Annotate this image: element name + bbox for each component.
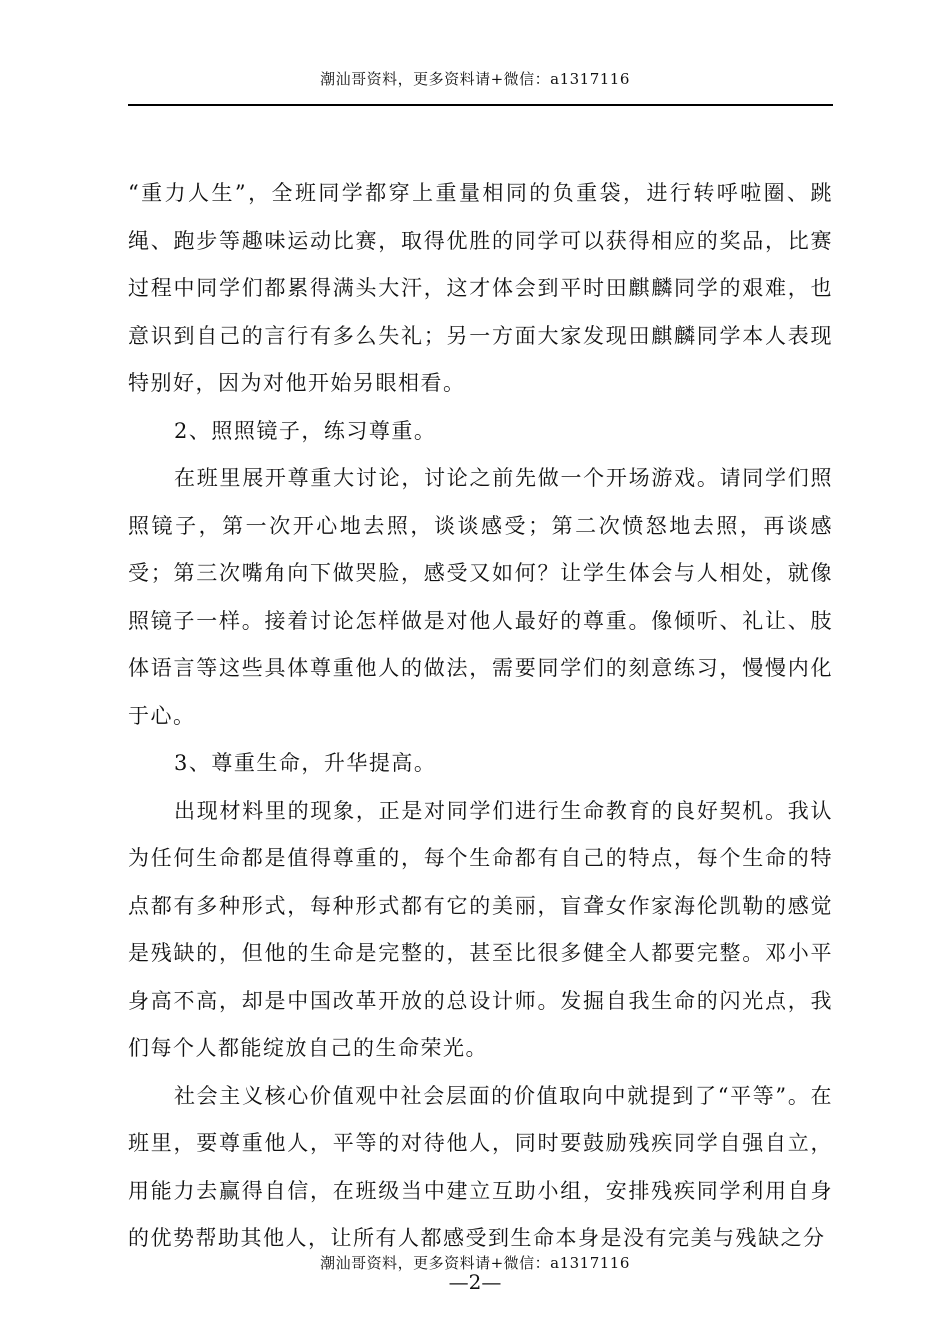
section-heading-3: 3、尊重生命，升华提高。 [174, 751, 437, 775]
section-heading-2: 2、照照镜子，练习尊重。 [174, 418, 437, 443]
header-divider [128, 104, 833, 106]
page-header: 潮汕哥资料，更多资料请+微信：a1317116 [320, 70, 630, 88]
paragraph-mirror-game: 在班里展开尊重大讨论，讨论之前先做一个开场游戏。请同学们照照镜子，第一次开心地去照，谈谈感受；第二次愤怒地去照，再谈感受；第三次嘴角向下做哭脸，感受又如何？让学生体会与人相处，就像照镜子一样。接着讨论怎样做是对他人最好的尊重。像倾听、礼让、肢体语言等这些具体尊重他人的做法，需要同学们的刻意练习，慢慢内化于心。 [128, 466, 833, 728]
paragraph-equality: 社会主义核心价值观中社会层面的价值取向中就提到了“平等”。在班里，要尊重他人，平等的对待他人，同时要鼓励残疾同学自强自立，用能力去赢得自信，在班级当中建立互助小组，安排残疾同学利用自身的优势帮助其他人，让所有人都感受到生命本身是没有完美与残缺之分 [128, 1083, 833, 1250]
document-body [128, 170, 833, 1263]
page-number: —2— [448, 1270, 502, 1294]
paragraph-life-education: 出现材料里的现象，正是对同学们进行生命教育的良好契机。我认为任何生命都是值得尊重的，每个生命都有自己的特点，每个生命的特点都有多种形式，每种形式都有它的美丽，盲聋女作家海伦凯勒的感觉是残缺的，但他的生命是完整的，甚至比很多健全人都要完整。邓小平身高不高，却是中国改革开放的总设计师。发掘自我生命的闪光点，我们每个人都能绽放自己的生命荣光。 [128, 798, 833, 1060]
paragraph-continuation: “重力人生”，全班同学都穿上重量相同的负重袋，进行转呼啦圈、跳绳、跑步等趣味运动比赛，取得优胜的同学可以获得相应的奖品，比赛过程中同学们都累得满头大汗，这才体会到平时田麒麟同学的艰难，也意识到自己的言行有多么失礼；另一方面大家发现田麒麟同学本人表现特别好，因为对他开始另眼相看。 [128, 181, 833, 395]
page-footer: 潮汕哥资料，更多资料请+微信：a1317116 [320, 1254, 630, 1272]
